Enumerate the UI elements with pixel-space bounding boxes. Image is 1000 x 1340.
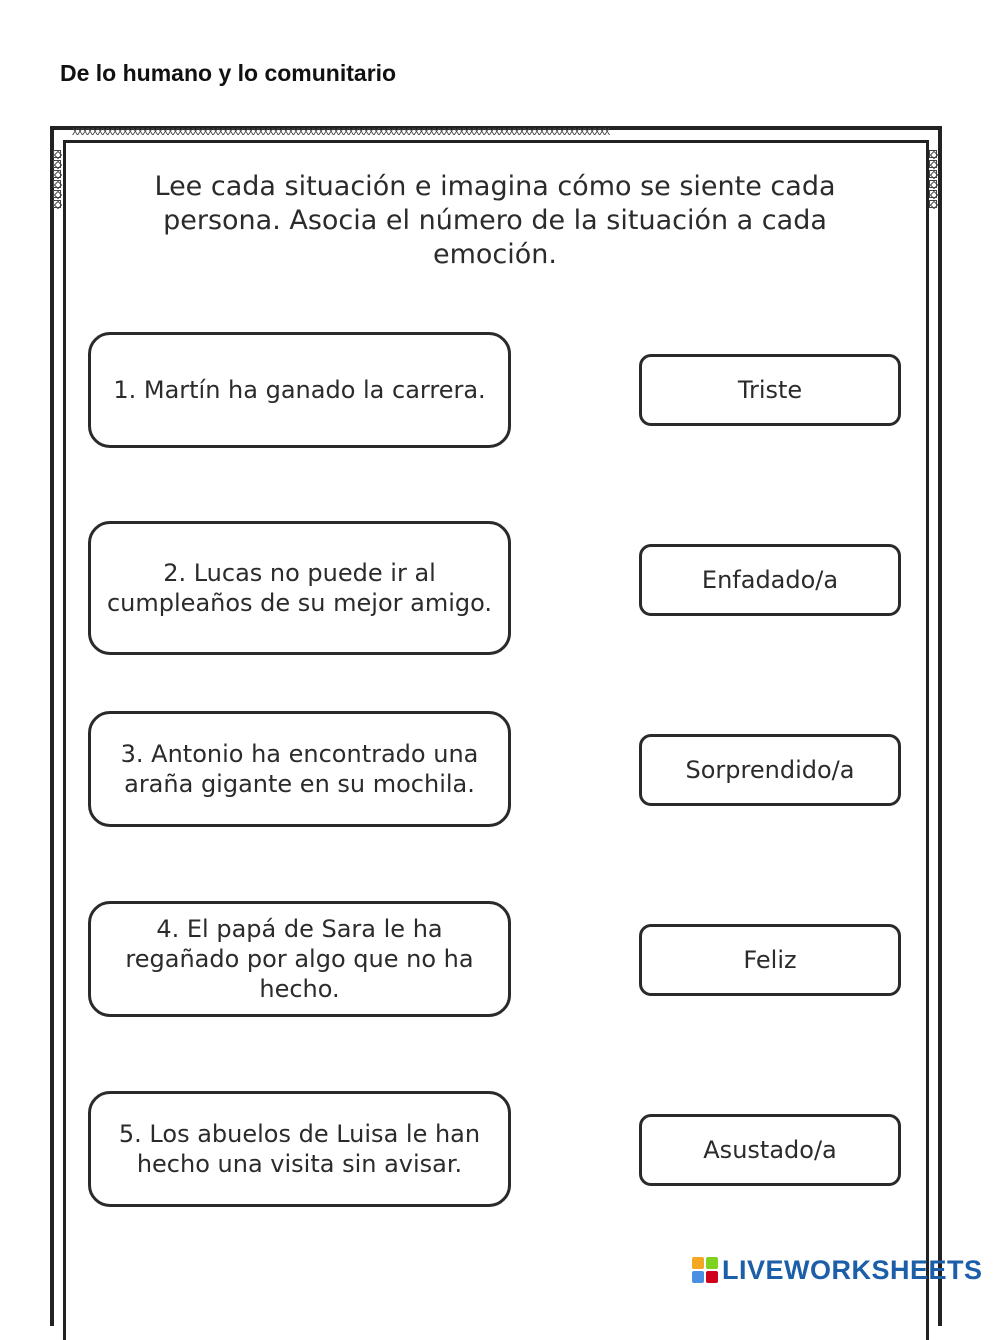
situation-card-4: 4. El papá de Sara le ha regañado por algo que no ha hecho. [88,901,511,1017]
situation-card-1: 1. Martín ha ganado la carrera. [88,332,511,448]
situation-card-3: 3. Antonio ha encontrado una araña gigante en su mochila. [88,711,511,827]
page-title: De lo humano y lo comunitario [60,60,397,86]
situation-card-5: 5. Los abuelos de Luisa le han hecho una visita sin avisar. [88,1091,511,1207]
emotion-drop-target-3[interactable]: Sorprendido/a [639,734,901,806]
situation-card-2: 2. Lucas no puede ir al cumpleaños de su mejor amigo. [88,521,511,655]
instructions-text: Lee cada situación e imagina cómo se siente cada persona. Asocia el número de la situación a cada emoción. [154,171,836,270]
logo-mark-icon [692,1257,718,1283]
logo-mark-square [692,1257,704,1269]
logo-text: LIVEWORKSHEETS [722,1254,983,1285]
decorative-border-pattern: XXXXXXXXXXXXXXXXXXXXXXXXXXXXXXXXXXXXXXXXXXXXXXXXXXXXXXXXXXXXXXXXXXXXXXXXXXXXXXXXXXXXXXXXXXXXXXXXXXXXXXXXXXX [72,128,610,138]
logo-mark-square [706,1257,718,1269]
decorative-side-pattern-right [929,150,939,214]
logo-mark-square [706,1271,718,1283]
logo-mark-square [692,1271,704,1283]
emotion-drop-target-2[interactable]: Enfadado/a [639,544,901,616]
emotion-drop-target-4[interactable]: Feliz [639,924,901,996]
decorative-side-pattern-left [53,150,63,214]
emotion-drop-target-1[interactable]: Triste [639,354,901,426]
emotion-drop-target-5[interactable]: Asustado/a [639,1114,901,1186]
liveworksheets-logo [692,1255,983,1285]
